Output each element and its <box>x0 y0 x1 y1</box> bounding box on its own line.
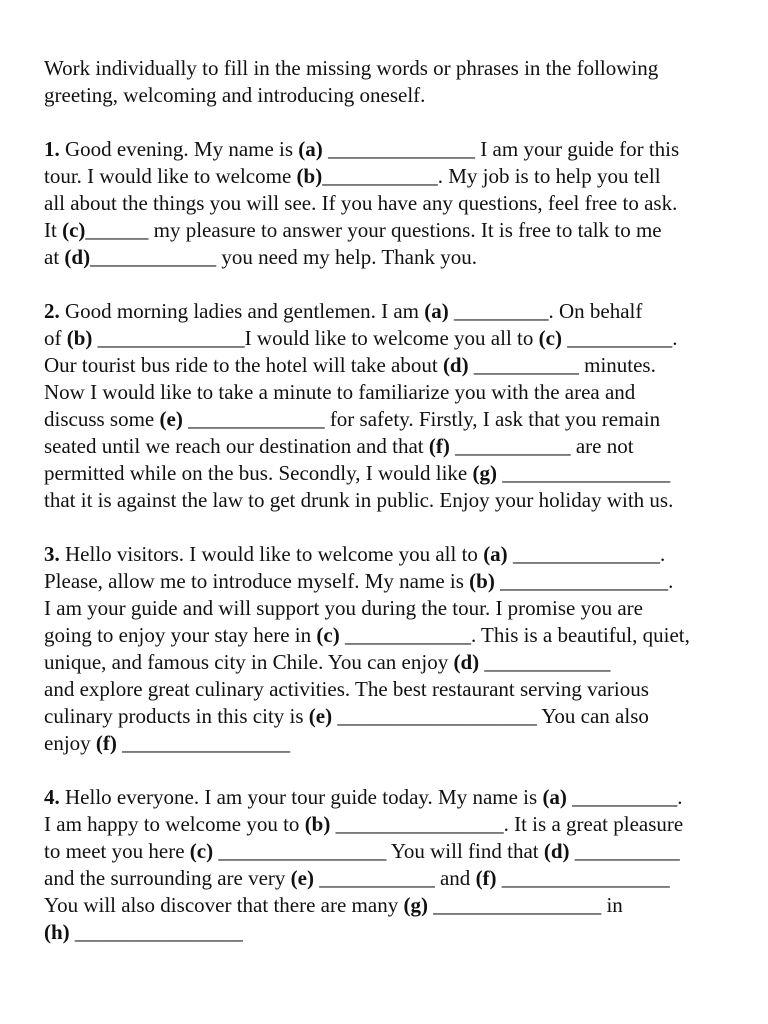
worksheet-page <box>44 55 744 946</box>
blank-label: 1. <box>44 137 60 161</box>
text-run: ________________ <box>496 461 671 485</box>
blank-label: (d) <box>453 650 480 674</box>
instructions-line: greeting, welcoming and introducing oneself. <box>44 83 426 107</box>
exercise-line <box>44 919 744 946</box>
blank-label: (a) <box>483 542 508 566</box>
text-run: ______________. <box>507 542 666 566</box>
blank-label: (d) <box>442 353 469 377</box>
blank-label: (c) <box>538 326 562 350</box>
blank-label: (e) <box>290 866 314 890</box>
exercise-line <box>44 811 744 838</box>
text-run: ___________________ You can also <box>332 704 649 728</box>
exercise-3 <box>44 541 744 757</box>
text-run: ________________ <box>496 866 670 890</box>
text-run: ______________I would like to welcome you all to <box>92 326 539 350</box>
text-run: ________________ You will find that <box>213 839 544 863</box>
text-run: Good morning ladies and gentlemen. I am <box>59 299 425 323</box>
blank-label: (b) <box>296 164 323 188</box>
text-run: ________________. It is a great pleasure <box>330 812 684 836</box>
paragraph-spacer <box>44 109 744 136</box>
exercise-line <box>44 730 744 757</box>
text-run: ________________ <box>116 731 291 755</box>
text-run: You will also discover that there are many <box>44 893 404 917</box>
blank-label: (a) <box>298 137 323 161</box>
text-run: Our tourist bus ride to the hotel will take about <box>44 353 443 377</box>
text-run: ______________ I am your guide for this <box>322 137 680 161</box>
text-run: to meet you here <box>44 839 190 863</box>
text-run: __________ <box>569 839 680 863</box>
text-run: ________________ in <box>427 893 623 917</box>
blank-label: (c) <box>189 839 214 863</box>
text-run: ________________. <box>494 569 674 593</box>
text-run: seated until we reach our destination and that <box>44 434 429 458</box>
exercise-line <box>44 352 744 379</box>
exercise-line <box>44 244 744 271</box>
text-run: _____________ for safety. Firstly, I ask that you remain <box>182 407 661 431</box>
text-run: __________. <box>566 785 683 809</box>
blank-label: (g) <box>472 461 497 485</box>
blank-label: (f) <box>95 731 117 755</box>
paragraph-spacer <box>44 757 744 784</box>
instructions <box>44 55 744 109</box>
exercise-line <box>44 433 744 460</box>
blank-label: 4. <box>44 785 60 809</box>
text-run: unique, and famous city in Chile. You can enjoy <box>44 650 454 674</box>
text-run: permitted while on the bus. Secondly, I would like <box>44 461 473 485</box>
text-run: Good evening. My name is <box>59 137 299 161</box>
exercise-2 <box>44 298 744 514</box>
text-run: _________. On behalf <box>448 299 643 323</box>
blank-label: 2. <box>44 299 60 323</box>
exercise-line <box>44 163 744 190</box>
text-run: all about the things you will see. If you have any questions, feel free to ask. <box>44 191 678 215</box>
blank-label: (b) <box>469 569 495 593</box>
text-run: __________ minutes. <box>468 353 656 377</box>
blank-label: (h) <box>44 920 70 944</box>
text-run: I am your guide and will support you during the tour. I promise you are <box>44 596 643 620</box>
exercise-line <box>44 784 744 811</box>
exercise-line <box>44 649 744 676</box>
text-run: going to enjoy your stay here in <box>44 623 317 647</box>
text-run: __________. <box>561 326 678 350</box>
exercise-line <box>44 703 744 730</box>
blank-label: (c) <box>62 218 86 242</box>
exercise-line <box>44 595 744 622</box>
blank-label: (f) <box>428 434 450 458</box>
exercise-line <box>44 406 744 433</box>
blank-label: (c) <box>316 623 340 647</box>
exercise-line <box>44 541 744 568</box>
exercise-line <box>44 325 744 352</box>
blank-label: (a) <box>424 299 449 323</box>
exercise-line <box>44 379 744 406</box>
text-run: Hello visitors. I would like to welcome you all to <box>59 542 484 566</box>
paragraph-spacer <box>44 514 744 541</box>
exercise-line <box>44 190 744 217</box>
blank-label: 3. <box>44 542 60 566</box>
text-run: ____________ <box>479 650 611 674</box>
text-run: that it is against the law to get drunk in public. Enjoy your holiday with us. <box>44 488 674 512</box>
text-run: ________________ <box>69 920 243 944</box>
text-run: Now I would like to take a minute to familiarize you with the area and <box>44 380 636 404</box>
text-run: Please, allow me to introduce myself. My name is <box>44 569 470 593</box>
text-run: It <box>44 218 63 242</box>
paragraph-spacer <box>44 271 744 298</box>
blank-label: (d) <box>64 245 91 269</box>
text-run: tour. I would like to welcome <box>44 164 297 188</box>
blank-label: (g) <box>403 893 428 917</box>
text-run: of <box>44 326 67 350</box>
exercise-line <box>44 487 744 514</box>
text-run: discuss some <box>44 407 160 431</box>
exercise-4 <box>44 784 744 946</box>
text-run: and explore great culinary activities. The best restaurant serving various <box>44 677 649 701</box>
instructions-line: Work individually to fill in the missing words or phrases in the following <box>44 56 659 80</box>
text-run: ____________. This is a beautiful, quiet, <box>339 623 690 647</box>
exercise-line <box>44 865 744 892</box>
exercise-line <box>44 622 744 649</box>
text-run: ____________ you need my help. Thank you. <box>90 245 477 269</box>
exercise-line <box>44 136 744 163</box>
blank-label: (b) <box>66 326 93 350</box>
blank-label: (e) <box>159 407 183 431</box>
exercise-line <box>44 460 744 487</box>
blank-label: (d) <box>543 839 570 863</box>
text-run: I am happy to welcome you to <box>44 812 305 836</box>
text-run: culinary products in this city is <box>44 704 309 728</box>
text-run: ___________ and <box>313 866 476 890</box>
blank-label: (f) <box>475 866 497 890</box>
exercise-line <box>44 838 744 865</box>
text-run: ___________ are not <box>449 434 634 458</box>
exercise-line <box>44 892 744 919</box>
exercises-list <box>44 109 744 946</box>
blank-label: (b) <box>304 812 331 836</box>
text-run: ______ my pleasure to answer your questions. It is free to talk to me <box>85 218 662 242</box>
exercise-line <box>44 676 744 703</box>
exercise-line <box>44 217 744 244</box>
text-run: and the surrounding are very <box>44 866 291 890</box>
exercise-1 <box>44 136 744 271</box>
text-run: enjoy <box>44 731 96 755</box>
text-run: Hello everyone. I am your tour guide today. My name is <box>59 785 543 809</box>
exercise-line <box>44 298 744 325</box>
blank-label: (a) <box>542 785 567 809</box>
blank-label: (e) <box>308 704 333 728</box>
text-run: ___________. My job is to help you tell <box>322 164 661 188</box>
text-run: at <box>44 245 65 269</box>
exercise-line <box>44 568 744 595</box>
